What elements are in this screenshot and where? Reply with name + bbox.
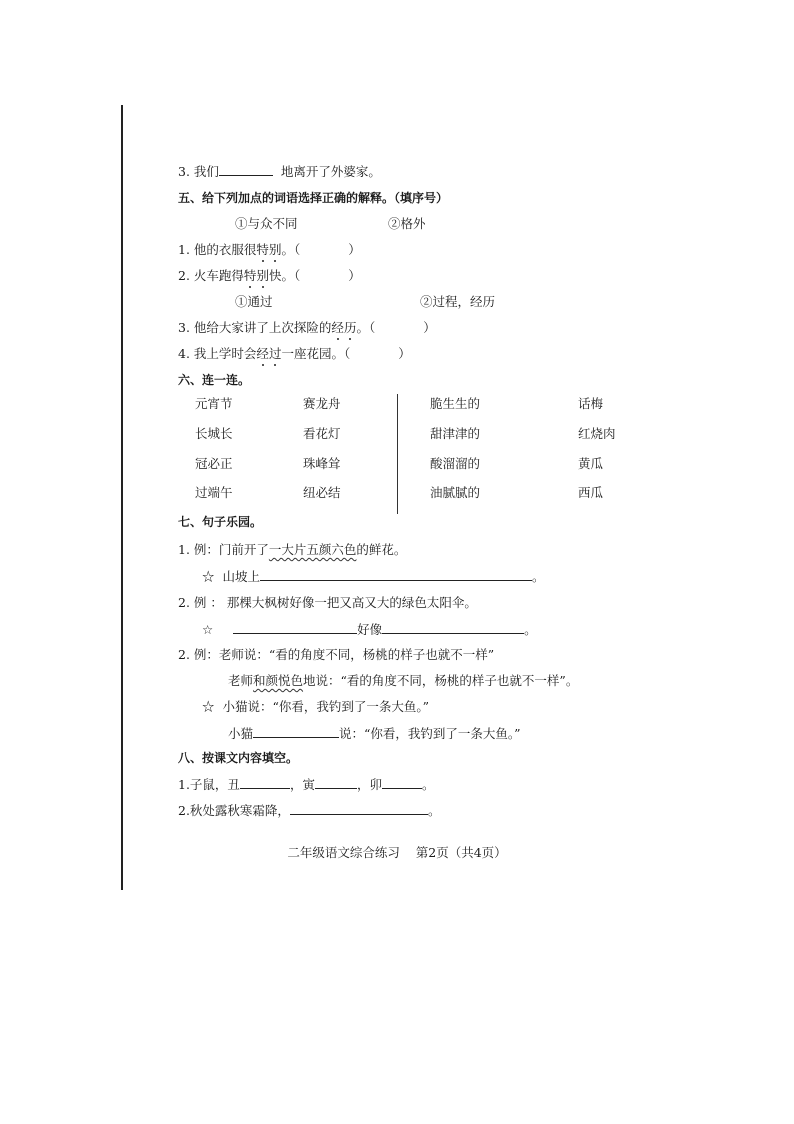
dotted-char: 别 — [256, 268, 269, 283]
section5-question-1 — [178, 242, 361, 258]
option-1: ①通过 — [235, 294, 273, 309]
example-3-answer — [228, 673, 578, 689]
option-1: ①与众不同 — [235, 216, 298, 231]
example-1-task — [202, 568, 545, 585]
match-item[interactable]: 元宵节 — [195, 396, 233, 411]
question-text: 1. 例：门前开了 — [178, 542, 269, 557]
question-number: 3. — [178, 320, 194, 335]
star-icon: ☆ — [202, 699, 215, 714]
emphasized-phrase: 和颜悦色 — [253, 673, 304, 688]
example-3: 2. 例：老师说：“看的角度不同，杨桃的样子也就不一样” — [178, 647, 495, 662]
question-text: 小猫说：“你看，我钓到了一条大鱼。” — [222, 699, 430, 714]
section8-question-1 — [178, 776, 434, 793]
match-item[interactable]: 黄瓜 — [578, 456, 604, 471]
question-number: 1. — [178, 242, 194, 257]
question-text: ，寅 — [289, 777, 315, 792]
match-item[interactable]: 甜津津的 — [430, 426, 481, 441]
example-3-task-answer — [228, 725, 521, 742]
paren-close: ） — [348, 242, 361, 257]
page-footer: 二年级语文综合练习 第2页（共4页） — [287, 845, 507, 860]
match-item[interactable]: 西瓜 — [578, 485, 604, 500]
margin-line — [121, 105, 123, 890]
question-text: 。（ — [281, 242, 301, 257]
section4-question-3 — [178, 163, 381, 180]
question-text: 山坡上 — [222, 569, 260, 584]
question-text: 小猫 — [228, 726, 254, 741]
section8-question-2 — [178, 802, 440, 819]
dotted-char: 历 — [343, 320, 357, 335]
column-divider — [397, 394, 398, 514]
question-text: 地说：“看的角度不同，杨桃的样子也就不一样”。 — [303, 673, 579, 688]
section5-question-2 — [178, 268, 361, 284]
question-text: ，卯 — [356, 777, 382, 792]
match-item[interactable]: 脆生生的 — [430, 396, 481, 411]
match-item[interactable]: 珠峰耸 — [303, 456, 341, 471]
dotted-char: 别 — [268, 242, 282, 257]
match-item[interactable]: 油腻腻的 — [430, 485, 481, 500]
question-text: 1.子鼠，丑 — [178, 777, 240, 792]
answer-blank[interactable] — [260, 568, 532, 581]
question-number: 2. — [178, 268, 194, 283]
section5-question-4 — [178, 346, 411, 362]
question-text: 我上学时会 — [193, 346, 257, 361]
match-item[interactable]: 赛龙舟 — [303, 396, 341, 411]
option-2: ②过程，经历 — [420, 294, 496, 309]
period: 。 — [427, 803, 441, 818]
answer-blank[interactable] — [382, 621, 524, 634]
dotted-char: 特 — [256, 242, 269, 257]
section5-title: 五、给下列加点的词语选择正确的解释。（填序号） — [178, 191, 449, 205]
question-text: 3. 我们 — [178, 164, 219, 179]
dotted-char: 经 — [331, 320, 344, 335]
answer-blank[interactable] — [240, 776, 290, 789]
match-item[interactable]: 看花灯 — [303, 426, 341, 441]
paren-close: ） — [423, 320, 436, 335]
question-text: 他的衣服很 — [193, 242, 257, 257]
question-text: 说：“你看，我钓到了一条大鱼。” — [339, 726, 521, 741]
answer-blank[interactable] — [219, 163, 273, 176]
question-text: 一座花园。（ — [281, 346, 351, 361]
dotted-char: 特 — [243, 268, 257, 283]
answer-blank[interactable] — [290, 802, 428, 815]
paren-close: ） — [348, 268, 361, 283]
question-text: 火车跑得 — [193, 268, 244, 283]
section8-title: 八、按课文内容填空。 — [178, 751, 299, 765]
dotted-char: 过 — [268, 346, 282, 361]
example-1 — [178, 542, 406, 558]
match-item[interactable]: 话梅 — [578, 396, 604, 411]
period: 。 — [531, 569, 545, 584]
question-text: 2.秋处露秋寒霜降， — [178, 803, 290, 818]
period: 。 — [524, 622, 537, 637]
star-icon: ☆ — [202, 569, 215, 584]
dotted-char: 经 — [256, 346, 269, 361]
answer-blank[interactable] — [315, 776, 357, 789]
question-text: 快。（ — [268, 268, 301, 283]
section6-title: 六、连一连。 — [178, 373, 251, 387]
option-2: ②格外 — [388, 216, 426, 231]
match-item[interactable]: 纽必结 — [303, 485, 341, 500]
match-item[interactable]: 冠必正 — [195, 456, 233, 471]
question-text: 的鲜花。 — [356, 542, 407, 557]
match-item[interactable]: 红烧肉 — [578, 426, 616, 441]
question-text: 老师 — [228, 673, 254, 688]
question-text: 他给大家讲了上次探险的 — [193, 320, 332, 335]
section7-title: 七、句子乐园。 — [178, 515, 263, 529]
emphasized-phrase: 一大片五颜六色 — [268, 542, 357, 557]
answer-blank[interactable] — [382, 776, 422, 789]
example-2-task — [202, 621, 537, 638]
answer-blank[interactable] — [253, 725, 339, 738]
star-icon: ☆ — [202, 622, 214, 637]
question-text: 好像 — [357, 622, 383, 637]
question-number: 4. — [178, 346, 194, 361]
example-2: 2. 例 ： 那棵大枫树好像一把又高又大的绿色太阳伞。 — [178, 595, 477, 610]
period: 。 — [421, 777, 435, 792]
section5-question-3 — [178, 320, 436, 336]
match-item[interactable]: 长城长 — [195, 426, 233, 441]
match-item[interactable]: 过端午 — [195, 485, 233, 500]
question-text: 地离开了外婆家。 — [280, 164, 381, 179]
question-text: 。（ — [356, 320, 376, 335]
match-item[interactable]: 酸溜溜的 — [430, 456, 481, 471]
paren-close: ） — [398, 346, 411, 361]
example-3-task — [202, 699, 429, 715]
answer-blank[interactable] — [233, 621, 357, 634]
